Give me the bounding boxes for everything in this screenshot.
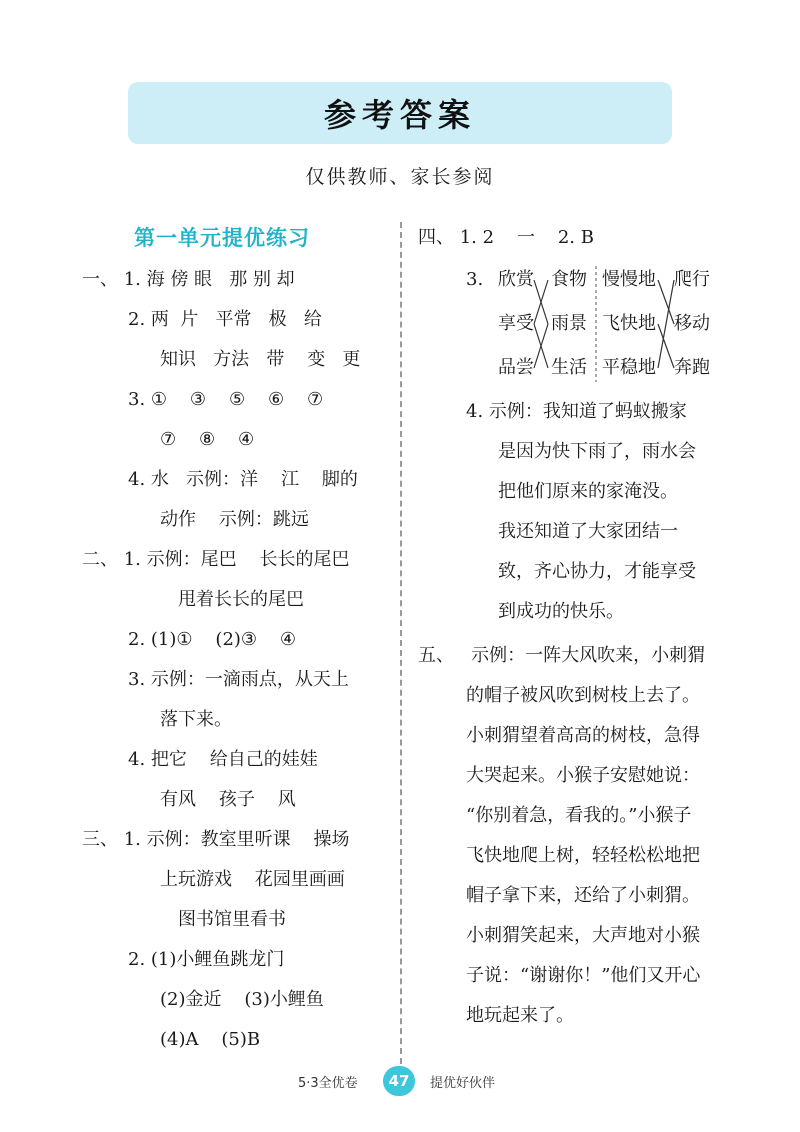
answer-line: 3. — [466, 269, 484, 290]
page-title: 参考答案 — [323, 96, 476, 134]
match-word: 品尝 — [498, 357, 534, 378]
answer-line: 五、 示例：一阵大风吹来，小刺猬 — [418, 645, 706, 666]
answer-line: 4. 水 示例：洋 江 脚的 — [128, 469, 358, 490]
answer-line: 4. 把它 给自己的娃娃 — [128, 749, 318, 770]
answer-line: 2. 两 片 平常 极 给 — [128, 309, 322, 330]
answer-line: 的帽子被风吹到树枝上去了。 — [466, 685, 700, 706]
column-divider — [400, 222, 402, 1064]
match-connector — [658, 280, 674, 324]
answer-line: 小刺猬笑起来，大声地对小猴 — [466, 925, 700, 946]
match-word: 生活 — [551, 357, 587, 378]
answer-line: 动作 示例：跳远 — [160, 509, 309, 530]
page-footer — [0, 1066, 800, 1096]
answer-line: 3. ① ③ ⑤ ⑥ ⑦ — [128, 389, 324, 410]
footer-brand: 5·3全优卷 — [298, 1076, 358, 1091]
answer-line: 甩着长长的尾巴 — [178, 589, 304, 610]
answer-line: 3. 示例：一滴雨点，从天上 — [128, 669, 349, 690]
answer-line: 四、 1. 2 一 2. B — [418, 227, 594, 248]
answer-line: 把他们原来的家淹没。 — [498, 481, 678, 502]
answer-line: (4)A (5)B — [160, 1029, 261, 1050]
answer-line: 上玩游戏 花园里画画 — [160, 869, 345, 890]
match-word: 奔跑 — [674, 357, 710, 378]
match-word: 爬行 — [674, 269, 710, 290]
footer-slogan: 提优好伙伴 — [430, 1076, 496, 1091]
answer-line: 子说：“谢谢你！”他们又开心 — [466, 965, 701, 986]
unit-title: 第一单元提优练习 — [134, 226, 310, 250]
match-word: 飞快地 — [602, 313, 656, 334]
match-word: 慢慢地 — [602, 269, 656, 290]
match-connector — [658, 280, 674, 368]
answer-line: 4. 示例：我知道了蚂蚁搬家 — [466, 401, 687, 422]
match-connector — [658, 324, 674, 368]
answer-line: 图书馆里看书 — [178, 909, 286, 930]
answer-line: 一、 1. 海 傍 眼 那 别 却 — [82, 269, 295, 290]
answer-line: ⑦ ⑧ ④ — [160, 429, 255, 450]
answer-line: 知识 方法 带 变 更 — [160, 349, 361, 370]
answer-line: 有风 孩子 风 — [160, 789, 296, 810]
match-word: 食物 — [551, 269, 587, 290]
page-number: 47 — [383, 1066, 415, 1096]
answer-line: 三、 1. 示例：教室里听课 操场 — [82, 829, 350, 850]
answer-line: 2. (1)① (2)③ ④ — [128, 629, 297, 650]
answer-line: 是因为快下雨了，雨水会 — [498, 441, 696, 462]
answer-line: (2)金近 (3)小鲤鱼 — [160, 989, 324, 1010]
answer-line: 2. (1)小鲤鱼跳龙门 — [128, 949, 285, 970]
answer-line: 二、 1. 示例：尾巴 长长的尾巴 — [82, 549, 350, 570]
match-word: 平稳地 — [602, 357, 656, 378]
match-word: 雨景 — [551, 313, 587, 334]
answer-line: 地玩起来了。 — [466, 1005, 574, 1026]
match-word: 享受 — [498, 313, 534, 334]
answer-line: 到成功的快乐。 — [498, 601, 624, 622]
match-word: 欣赏 — [498, 269, 534, 290]
answer-line: 我还知道了大家团结一 — [498, 521, 678, 542]
answer-line: 大哭起来。小猴子安慰她说： — [466, 765, 700, 786]
answer-line: 帽子拿下来，还给了小刺猬。 — [466, 885, 700, 906]
subtitle: 仅供教师、家长参阅 — [305, 166, 495, 188]
answer-line: 小刺猬望着高高的树枝，急得 — [466, 725, 700, 746]
answer-line: 落下来。 — [160, 709, 232, 730]
answer-line: 致，齐心协力，才能享受 — [498, 561, 696, 582]
answer-line: “你别着急，看我的。”小猴子 — [466, 805, 692, 826]
title-banner — [128, 82, 672, 144]
answer-line: 飞快地爬上树，轻轻松松地把 — [466, 845, 700, 866]
matching-lines — [490, 262, 720, 382]
match-word: 移动 — [674, 313, 710, 334]
